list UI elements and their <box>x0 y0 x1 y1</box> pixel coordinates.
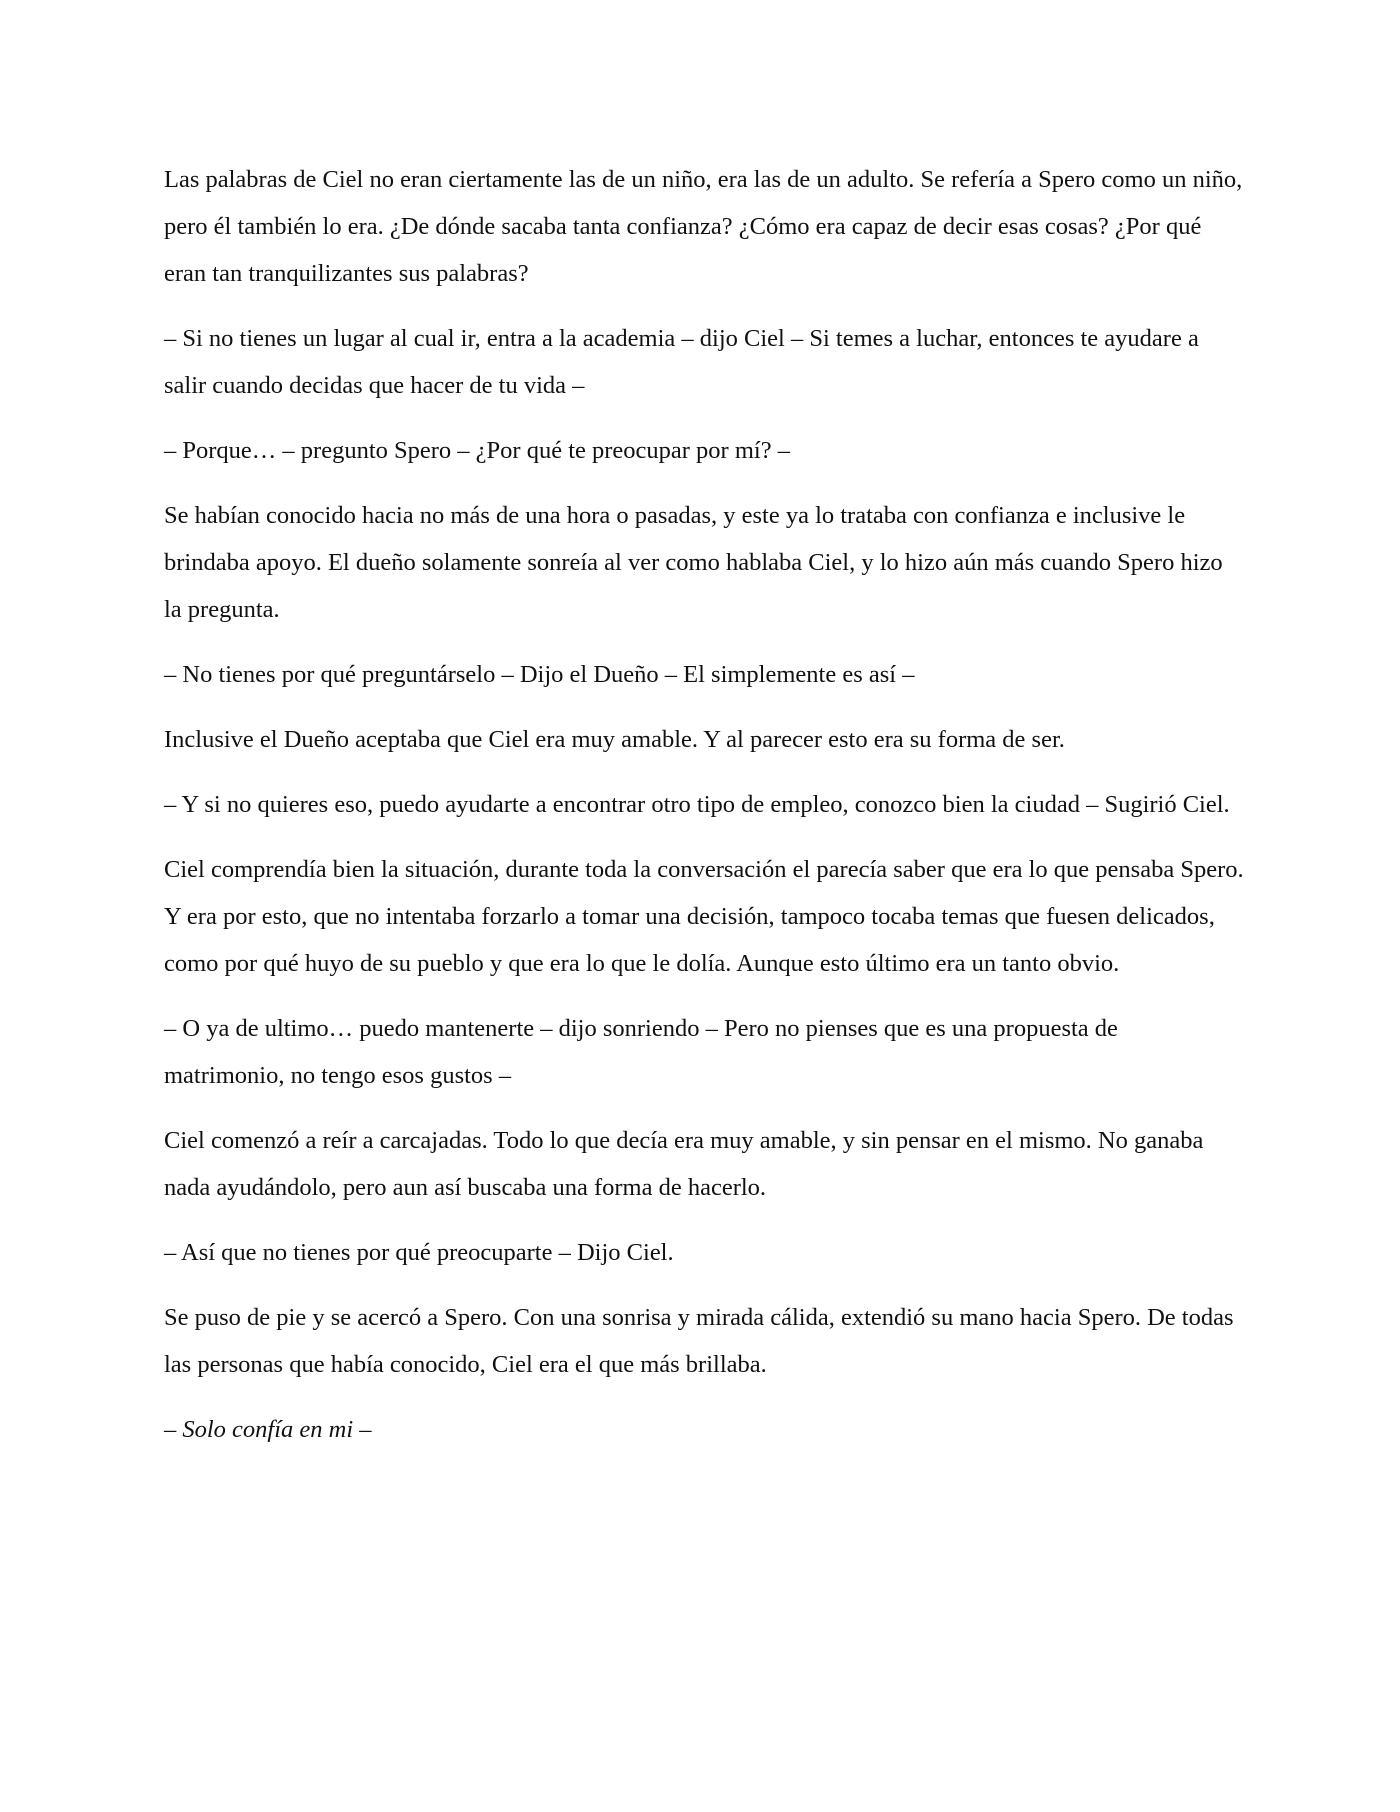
paragraph-13-italic-quote: – Solo confía en mi – <box>164 1416 372 1443</box>
paragraph-5: – No tienes por qué preguntárselo – Dijo el Dueño – El simplemente es así – <box>164 661 915 688</box>
paragraph-12: Se puso de pie y se acercó a Spero. Con una sonrisa y mirada cálida, extendió su mano hacia Spero. De todas las personas que había conocido, Ciel era el que más brillaba. <box>164 1304 1234 1378</box>
paragraph-2: – Si no tienes un lugar al cual ir, entra a la academia – dijo Ciel – Si temes a luchar, entonces te ayudare a salir cuando decidas que hacer de tu vida – <box>164 325 1199 399</box>
paragraph-8: Ciel comprendía bien la situación, durante toda la conversación el parecía saber que era lo que pensaba Spero. Y era por esto, que no intentaba forzarlo a tomar una decisión, tampoco tocaba temas que fuesen delicados, como por qué huyo de su pueblo y que era lo que le dolía. Aunque esto último era un tanto obvio. <box>164 856 1244 977</box>
paragraph-7: – Y si no quieres eso, puedo ayudarte a encontrar otro tipo de empleo, conozco bien la ciudad – Sugirió Ciel. <box>164 791 1230 818</box>
paragraph-1: Las palabras de Ciel no eran ciertamente las de un niño, era las de un adulto. Se refería a Spero como un niño, pero él también lo era. ¿De dónde sacaba tanta confianza? ¿Cómo era capaz de decir esas cosas? ¿Por qué eran tan tranquilizantes sus palabras? <box>164 166 1243 287</box>
document-body <box>164 156 1244 1471</box>
paragraph-6: Inclusive el Dueño aceptaba que Ciel era muy amable. Y al parecer esto era su forma de ser. <box>164 726 1065 753</box>
paragraph-10: Ciel comenzó a reír a carcajadas. Todo lo que decía era muy amable, y sin pensar en el mismo. No ganaba nada ayudándolo, pero aun así buscaba una forma de hacerlo. <box>164 1127 1204 1201</box>
paragraph-4: Se habían conocido hacia no más de una hora o pasadas, y este ya lo trataba con confianza e inclusive le brindaba apoyo. El dueño solamente sonreía al ver como hablaba Ciel, y lo hizo aún más cuando Spero hizo la pregunta. <box>164 502 1223 623</box>
paragraph-11: – Así que no tienes por qué preocuparte – Dijo Ciel. <box>164 1239 674 1266</box>
paragraph-3: – Porque… – pregunto Spero – ¿Por qué te preocupar por mí? – <box>164 437 790 464</box>
paragraph-9: – O ya de ultimo… puedo mantenerte – dijo sonriendo – Pero no pienses que es una propuesta de matrimonio, no tengo esos gustos – <box>164 1015 1118 1089</box>
